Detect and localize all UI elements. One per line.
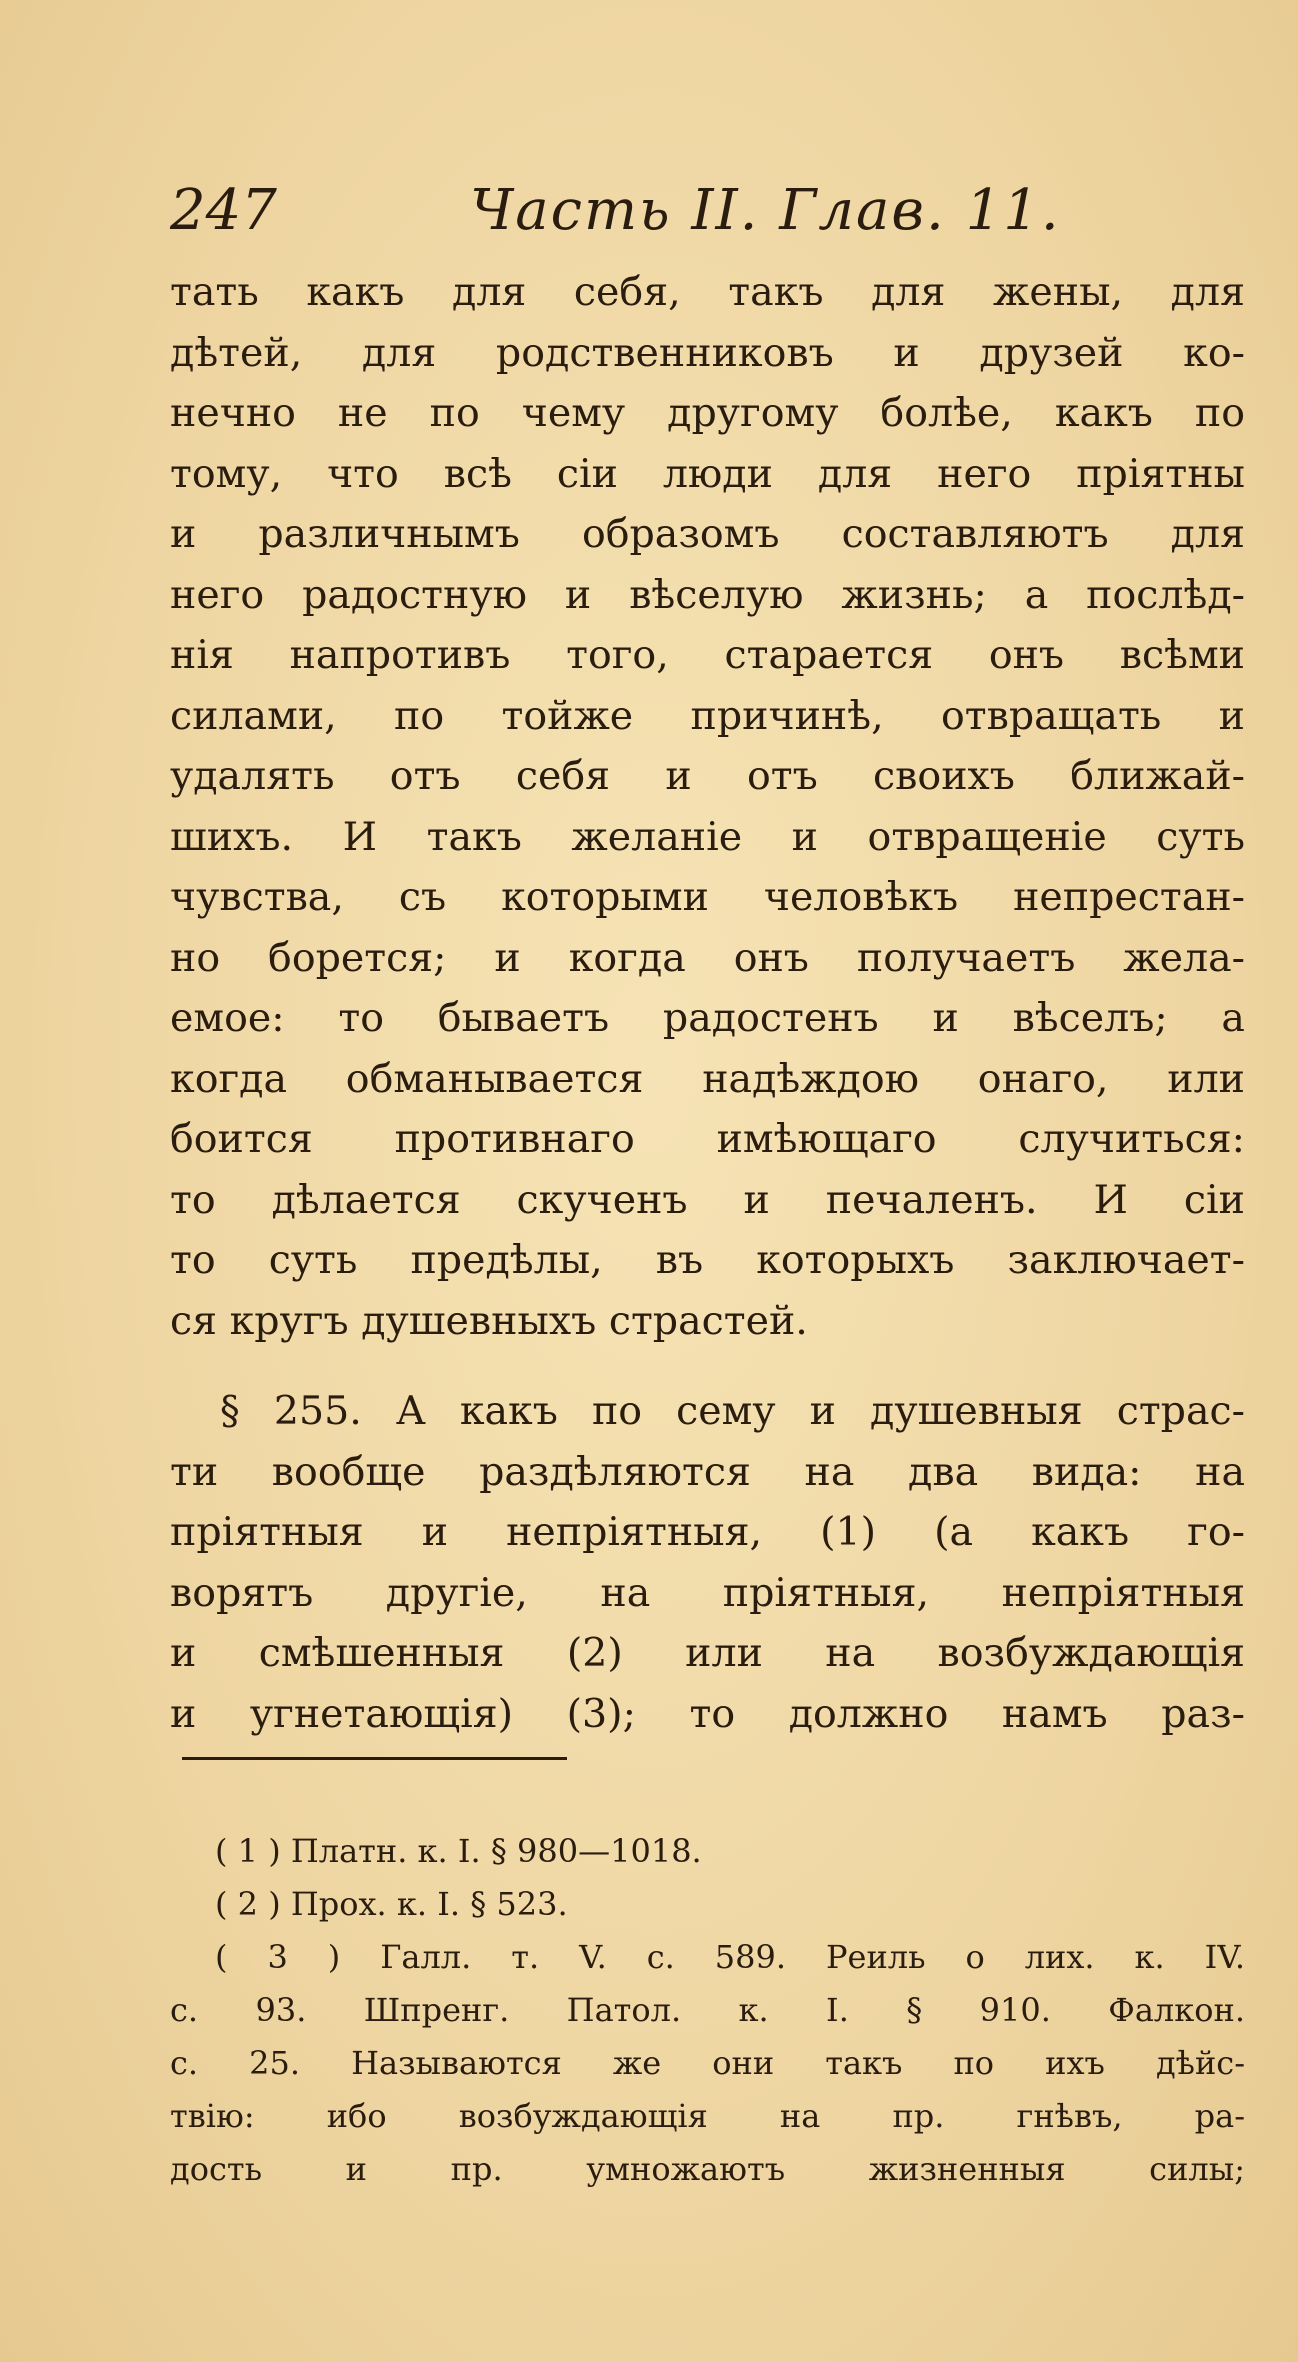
text-line: и смѣшенныя (2) или на возбуждающія bbox=[170, 1630, 1245, 1676]
footnote-2: ( 2 ) Прох. к. I. § 523. bbox=[215, 1885, 568, 1923]
text-line: и угнетающія) (3); то должно намъ раз- bbox=[170, 1690, 1245, 1737]
text-line: силами, по тойже причинѣ, отвращать и bbox=[170, 692, 1245, 739]
text-line: то суть предѣлы, въ которыхъ заключает- bbox=[170, 1237, 1245, 1283]
text-line: нія напротивъ того, старается онъ всѣми bbox=[170, 632, 1245, 678]
paragraph-gap bbox=[170, 1351, 1245, 1381]
running-head-title: Часть II. Глав. 11. bbox=[470, 178, 1061, 243]
footnote-3-continued: твію: ибо возбуждающія на пр. гнѣвъ, ра- bbox=[170, 2097, 1245, 2135]
text-line: ся кругъ душевныхъ страстей. bbox=[170, 1297, 808, 1344]
running-head bbox=[170, 168, 1090, 248]
text-line: шихъ. И такъ желаніе и отвращеніе суть bbox=[170, 813, 1245, 860]
text-line: дѣтей, для родственниковъ и друзей ко- bbox=[170, 329, 1245, 376]
text-line: емое: то бываетъ радостенъ и вѣселъ; а bbox=[170, 995, 1245, 1041]
text-line: тому, что всѣ сіи люди для него пріятны bbox=[170, 450, 1245, 497]
footnote-3: ( 3 ) Галл. т. V. с. 589. Реиль о лих. к. IV. bbox=[215, 1938, 1245, 1976]
body-text bbox=[170, 262, 1245, 1744]
text-line: то дѣлается скученъ и печаленъ. И сіи bbox=[170, 1176, 1245, 1223]
text-line: боится противнаго имѣющаго случиться: bbox=[170, 1116, 1245, 1162]
text-line: и различнымъ образомъ составляютъ для bbox=[170, 511, 1245, 557]
text-line: чувства, съ которыми человѣкъ непрестан- bbox=[170, 874, 1245, 920]
footnote-1: ( 1 ) Платн. к. I. § 980—1018. bbox=[215, 1832, 702, 1870]
section-line: § 255. А какъ по сему и душевныя страс- bbox=[220, 1388, 1245, 1434]
footnote-3-continued: дость и пр. умножаютъ жизненныя силы; bbox=[170, 2150, 1245, 2188]
text-line: ти вообще раздѣляются на два вида: на bbox=[170, 1448, 1245, 1495]
text-line: пріятныя и непріятныя, (1) (а какъ го- bbox=[170, 1509, 1245, 1555]
footnote-3-continued: с. 25. Называются же они такъ по ихъ дѣйс- bbox=[170, 2044, 1245, 2082]
text-line: ворятъ другіе, на пріятныя, непріятныя bbox=[170, 1569, 1245, 1616]
text-line: удалять отъ себя и отъ своихъ ближай- bbox=[170, 753, 1245, 799]
text-line: нечно не по чему другому болѣе, какъ по bbox=[170, 390, 1245, 436]
text-line: но борется; и когда онъ получаетъ жела- bbox=[170, 934, 1245, 981]
text-line: когда обманывается надѣждою онаго, или bbox=[170, 1055, 1245, 1102]
footnote-divider bbox=[182, 1757, 567, 1760]
footnote-3-continued: с. 93. Шпренг. Патол. к. I. § 910. Фалкон. bbox=[170, 1991, 1245, 2029]
text-line: тать какъ для себя, такъ для жены, для bbox=[170, 269, 1245, 315]
text-line: него радостную и вѣселую жизнь; а послѣд- bbox=[170, 571, 1245, 618]
page-number: 247 bbox=[170, 178, 277, 243]
footnotes bbox=[170, 1825, 1245, 2196]
